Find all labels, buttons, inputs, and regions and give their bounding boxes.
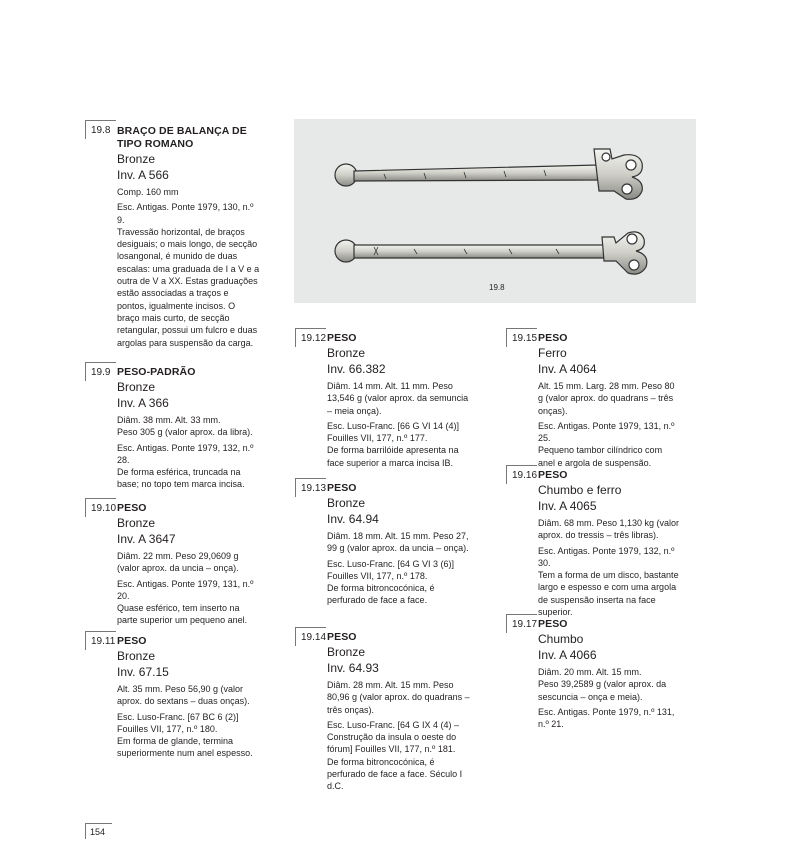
entry-19-11 xyxy=(85,631,260,763)
entry-inventory: Inv. A 566 xyxy=(117,168,169,182)
entry-line: Esc. Luso-Franc. [64 G VI 3 (6)] Fouilles VII, 177, n.º 178. xyxy=(327,558,455,581)
entry-19-10 xyxy=(85,498,260,630)
entry-line: Diâm. 68 mm. Peso 1,130 kg (valor aprox. do tressis – três libras). xyxy=(538,518,680,541)
entry-title: PESO xyxy=(538,469,568,481)
entry-material: Bronze xyxy=(327,645,366,659)
entry-title: PESO xyxy=(117,635,147,647)
entry-number: 19.16 xyxy=(506,465,537,484)
entry-description xyxy=(117,550,260,627)
entry-19-13 xyxy=(295,478,470,610)
entry-line: Comp. 160 mm xyxy=(117,187,179,197)
entry-line: De forma bitroncocónica, é perfurado de face a face. xyxy=(327,583,435,606)
entry-description xyxy=(117,414,260,491)
entry-material: Bronze xyxy=(327,496,366,510)
entry-line: De forma bitroncocónica, é perfurado de face a face. Século I d.C. xyxy=(327,756,463,792)
entry-inventory: Inv. A 4066 xyxy=(538,648,597,662)
entry-title: PESO xyxy=(538,332,568,344)
entry-inventory: Inv. A 3647 xyxy=(117,532,176,546)
entry-line: Diâm. 20 mm. Alt. 15 mm. xyxy=(538,667,642,677)
entry-title: PESO xyxy=(538,618,568,630)
beam-side-view xyxy=(335,232,647,274)
entry-line: Esc. Antigas. Ponte 1979, 130, n.º 9. xyxy=(117,202,254,225)
entry-line: Esc. Antigas. Ponte 1979, 131, n.º 20. xyxy=(117,578,254,601)
entry-inventory: Inv. 67.15 xyxy=(117,665,169,679)
entry-number: 19.12 xyxy=(295,328,326,347)
entry-material: Ferro xyxy=(538,346,567,360)
entry-description xyxy=(117,683,260,760)
entry-line: Esc. Luso-Franc. [66 G VI 14 (4)] Fouilles VII, 177, n.º 177. xyxy=(327,420,460,444)
entry-title: PESO xyxy=(117,502,147,514)
entry-line: Quase esférico, tem inserto na parte superior um pequeno anel. xyxy=(117,603,248,626)
entry-number: 19.10 xyxy=(85,498,116,517)
entry-inventory: Inv. 66.382 xyxy=(327,362,386,376)
entry-line: Peso 39,2589 g (valor aprox. da sescuncia – onça e meia). xyxy=(538,679,667,702)
entry-line: Diâm. 18 mm. Alt. 15 mm. Peso 27, 99 g (valor aprox. da uncia – onça). xyxy=(327,531,469,554)
entry-description xyxy=(538,380,681,469)
entry-title: PESO-PADRÃO xyxy=(117,366,196,378)
entry-inventory: Inv. 64.94 xyxy=(327,512,379,526)
entry-description xyxy=(327,530,470,607)
entry-line: Diâm. 22 mm. Peso 29,0609 g (valor aprox. da uncia – onça). xyxy=(117,551,239,574)
entry-number: 19.11 xyxy=(85,631,116,650)
entry-description xyxy=(117,186,260,349)
entry-line: Tem a forma de um disco, bastante largo e espesso e com uma argola de suspensão inserta na face superior. xyxy=(538,570,679,618)
page-number: 154 xyxy=(85,823,112,839)
entry-material: Chumbo xyxy=(538,632,584,646)
entry-19-17 xyxy=(506,614,681,733)
entry-line: Esc. Antigas. Ponte 1979, 132, n.º 28. xyxy=(117,442,254,465)
entry-inventory: Inv. 64.93 xyxy=(327,661,379,675)
entry-number: 19.14 xyxy=(295,627,326,646)
entry-line: Peso 305 g (valor aprox. da libra). xyxy=(117,427,253,438)
entry-line: Alt. 35 mm. Peso 56,90 g (valor aprox. do sextans – duas onças). xyxy=(117,684,250,707)
entry-title: PESO xyxy=(327,631,357,643)
entry-19-12 xyxy=(295,328,470,472)
entry-line: Travessão horizontal, de braços desiguais; o mais longo, de secção losangonal, é munido de duas escalas: uma graduada de I a V e a outra de V a XX. Estas graduações estão associadas a traços e pontos, igualmente incisos. O braço mais curto, de secção retangular, possui um fulcro e duas argolas para suspensão da carga. xyxy=(117,226,260,348)
entry-number: 19.17 xyxy=(506,614,537,633)
entry-line: Diâm. 28 mm. Alt. 15 mm. Peso 80,96 g (valor aprox. do quadrans – três onças). xyxy=(327,680,470,715)
entry-title: PESO xyxy=(327,482,357,494)
entry-line: Alt. 15 mm. Larg. 28 mm. Peso 80 g (valor aprox. do quadrans – três onças). xyxy=(538,381,675,416)
entry-description xyxy=(327,679,470,793)
entry-number: 19.13 xyxy=(295,478,326,497)
entry-line: Diâm. 14 mm. Alt. 11 mm. Peso 13,546 g (valor aprox. da semuncia – meia onça). xyxy=(327,381,469,416)
entry-line: Em forma de glande, termina superiormente num anel espesso. xyxy=(117,736,253,759)
entry-line: Esc. Luso-Franc. [67 BC 6 (2)] Fouilles VII, 177, n.º 180. xyxy=(117,711,239,734)
entry-material: Bronze xyxy=(327,346,366,360)
entry-line: De forma barrilóide apresenta na face superior a marca incisa IB. xyxy=(327,445,459,468)
entry-description xyxy=(538,666,681,730)
entry-number: 19.8 xyxy=(85,120,116,139)
figure-label: 19.8 xyxy=(489,283,505,292)
balance-beam-illustration xyxy=(294,119,696,303)
entry-line: Pequeno tambor cilíndrico com anel e argola de suspensão. xyxy=(538,445,663,468)
entry-title: BRAÇO DE BALANÇA DE TIPO ROMANO xyxy=(117,125,247,150)
entry-description xyxy=(538,517,681,618)
entry-number: 19.15 xyxy=(506,328,537,347)
entry-19-9 xyxy=(85,362,260,494)
entry-19-16 xyxy=(506,465,681,621)
entry-line: Esc. Luso-Franc. [64 G IX 4 (4) – Construção da insula o oeste do fórum] Fouilles VII, 177, n.º 181. xyxy=(327,719,460,755)
entry-description xyxy=(327,380,470,469)
balance-beam-figure xyxy=(294,119,696,303)
entry-inventory: Inv. A 366 xyxy=(117,396,169,410)
entry-line: De forma esférica, truncada na base; no topo tem marca incisa. xyxy=(117,467,245,490)
entry-19-14 xyxy=(295,627,470,796)
entry-inventory: Inv. A 4064 xyxy=(538,362,597,376)
entry-inventory: Inv. A 4065 xyxy=(538,499,597,513)
entry-material: Chumbo e ferro xyxy=(538,483,622,497)
entry-number: 19.9 xyxy=(85,362,116,381)
entry-material: Bronze xyxy=(117,516,156,530)
beam-top-view xyxy=(335,149,642,199)
entry-line: Esc. Antigas. Ponte 1979, 132, n.º 30. xyxy=(538,545,675,568)
entry-material: Bronze xyxy=(117,380,156,394)
entry-line: Diâm. 38 mm. Alt. 33 mm. xyxy=(117,415,221,425)
entry-line: Esc. Antigas. Ponte 1979, n.º 131, n.º 21. xyxy=(538,706,675,730)
entry-material: Bronze xyxy=(117,649,156,663)
entry-line: Esc. Antigas. Ponte 1979, 131, n.º 25. xyxy=(538,420,675,444)
entry-19-15 xyxy=(506,328,681,472)
entry-title: PESO xyxy=(327,332,357,344)
entry-19-8 xyxy=(85,120,260,352)
entry-material: Bronze xyxy=(117,152,156,166)
